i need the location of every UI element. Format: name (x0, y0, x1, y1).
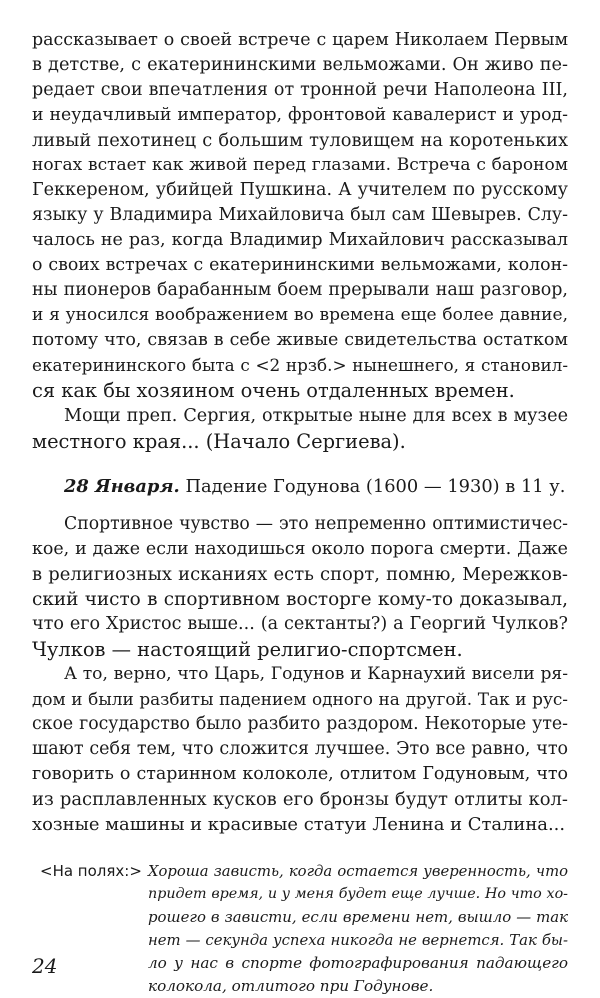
text-line: ское государство было разбито раздором. Некоторые уте- (32, 714, 568, 734)
text-line: в детстве, с екатерининскими вельможами. Он живо пе- (32, 55, 568, 75)
text-line: из расплавленных кусков его бронзы будут отлиты кол- (32, 789, 568, 810)
text-line: кое, и даже если находишься около порога смерти. Даже (32, 539, 568, 559)
margin-note (148, 860, 568, 998)
text-line: чалось не раз, когда Владимир Михайлович рассказывал (32, 230, 568, 250)
text-line: потому что, связав в себе живые свидетельства остатком (32, 330, 568, 350)
note-line: рошего в зависти, если времени нет, вышло — так (148, 908, 568, 926)
paragraph-relics (32, 404, 568, 454)
entry-heading-text: Падение Годунова (1600 — 1930) в 11 у. (185, 476, 566, 497)
note-line: колокола, отлитого при Годунове. (148, 977, 434, 995)
text-line: говорить о старинном колоколе, отлитом Годуновым, что (32, 764, 568, 784)
text-line: и неудачливый император, фронтовой кавалерист и урод- (32, 105, 568, 125)
text-line: рассказывает о своей встрече с царем Николаем Первым (32, 30, 568, 50)
paragraph-sport (32, 512, 568, 662)
text-line: редает свои впечатления от тронной речи Наполеона III, (32, 80, 568, 100)
text-line: и я уносился воображением во времена еще более давние, (32, 305, 568, 325)
text-line: хозные машины и красивые статуи Ленина и Сталина... (32, 814, 566, 835)
text-line: местного края... (Начало Сергиева). (32, 430, 406, 453)
paragraph-memoir (32, 28, 568, 403)
text-line: Геккереном, убийцей Пушкина. А учителем по русскому (32, 180, 568, 200)
text-line: А то, верно, что Царь, Годунов и Карнаухий висели ря- (64, 664, 568, 684)
note-line: ло у нас в спорте фотографирования падающего (148, 954, 568, 972)
text-line: в религиозных исканиях есть спорт, помню, Мережков- (32, 564, 568, 585)
text-line: ны пионеров барабанным боем прерывали наш разговор, (32, 280, 568, 300)
diary-entry-heading (32, 474, 568, 499)
note-line: нет — секунда успеха никогда не вернется. Так бы- (148, 931, 568, 949)
text-line: шают себя тем, что сложится лучшее. Это все равно, что (32, 739, 568, 759)
text-line: екатерининского быта с <2 нрзб.> нынешнего, я становил- (32, 355, 568, 375)
text-line: что его Христос выше... (а сектанты?) а Георгий Чулков? (32, 614, 568, 634)
margin-note-label: <На полях:> (40, 862, 142, 880)
entry-date: 28 Января. (64, 476, 180, 497)
text-line: ся как бы хозяином очень отдаленных времен. (32, 379, 515, 402)
page-number: 24 (32, 954, 58, 978)
text-line: о своих встречах с екатерининскими вельможами, колон- (32, 255, 568, 275)
note-line: придет время, и у меня будет еще лучше. Но что хо- (148, 886, 568, 902)
text-line: ногах встает как живой перед глазами. Встреча с бароном (32, 155, 568, 175)
note-line: Хороша зависть, когда остается уверенность, что (148, 863, 568, 880)
text-line: языку у Владимира Михайловича был сам Шевырев. Слу- (32, 205, 568, 225)
text-line: дом и были разбиты падением одного на другой. Так и рус- (32, 689, 568, 709)
text-line: ский чисто в спортивном восторге кому-то доказывал, (32, 589, 568, 610)
text-line: ливый пехотинец с большим туловищем на коротеньких (32, 130, 568, 151)
text-line: Мощи преп. Сергия, открытые ныне для всех в музее (64, 406, 568, 426)
text-line: Чулков — настоящий религио-спортсмен. (32, 638, 463, 661)
entry-heading-line (32, 474, 568, 499)
paragraph-bell (32, 662, 568, 837)
text-line: Спортивное чувство — это непременно оптимистичес- (64, 514, 568, 534)
